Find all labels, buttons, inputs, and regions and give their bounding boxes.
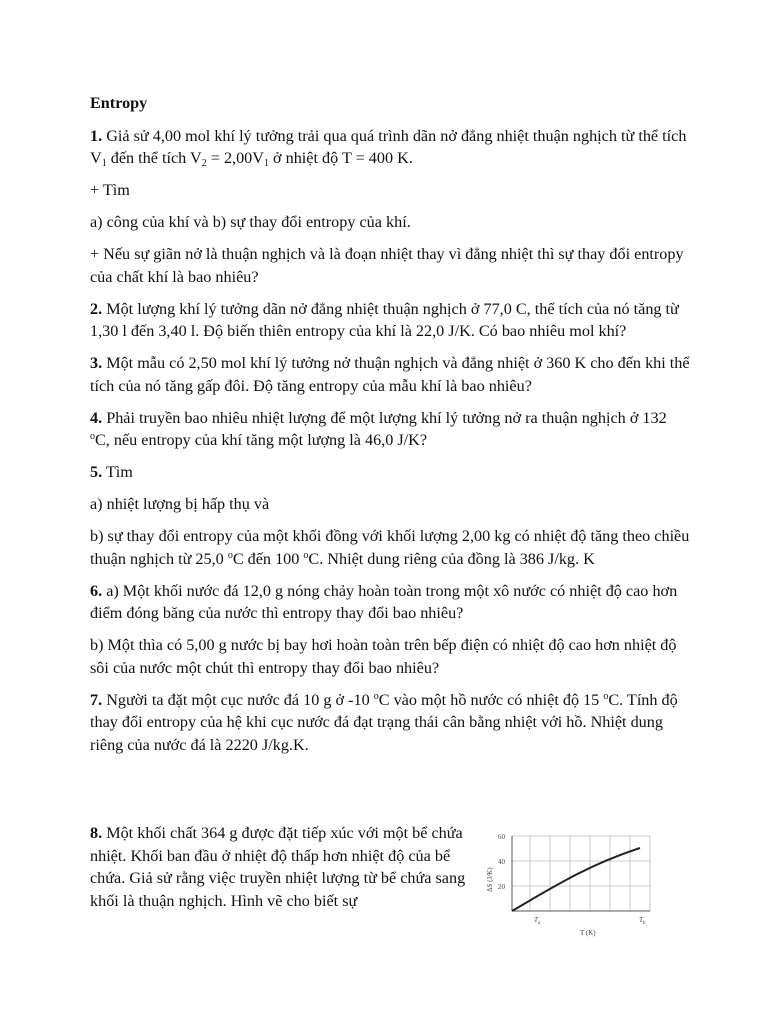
question-1 (90, 125, 690, 170)
y-tick-40: 40 (498, 858, 505, 866)
x-axis-label: T (K) (580, 929, 596, 937)
entropy-figure (486, 826, 660, 946)
q1-sub-1: 1 (101, 158, 107, 169)
q1-find: + Tìm (90, 181, 130, 199)
q5-part-b (90, 525, 690, 570)
q5-b-text-2: C đến 100 (232, 549, 304, 568)
question-4 (90, 407, 690, 452)
question-5 (90, 461, 690, 484)
q3-text: Một mẫu có 2,50 mol khí lý tưởng nở thuận nghịch và đẳng nhiệt ở 360 K cho đến khi thể tích của nó tăng gấp đôi. Độ tăng entropy của mẫu khí là bao nhiêu? (90, 354, 690, 395)
question-number: 2. (90, 299, 103, 318)
q1-part-a: a) công của khí và b) sự thay đổi entropy của khí. (90, 213, 411, 231)
degree-mark: o (90, 431, 95, 442)
q4-text-1: Phải truyền bao nhiêu nhiệt lượng để một lượng khí lý tưởng nở ra thuận nghịch ở 132 (102, 408, 667, 427)
degree-mark: o (303, 549, 309, 561)
y-axis-label: ΔS (J/K) (486, 867, 494, 892)
q1-text-1: Giả sử 4,00 mol khí lý tưởng trải qua quá trình dãn nở đẳng nhiệt thuận nghịch từ thể tích V (90, 126, 687, 167)
question-number: 5. (90, 463, 103, 481)
degree-mark: o (603, 690, 609, 702)
question-2 (90, 298, 690, 343)
question-number: 1. (90, 126, 103, 145)
entropy-graph (486, 826, 660, 946)
q1-sub-2: 2 (201, 158, 207, 169)
q8-text: Một khối chất 364 g được đặt tiếp xúc với một bể chứa nhiệt. Khối ban đầu ở nhiệt độ thấp hơn nhiệt độ của bể chứa. Giả sử rằng việc truyền nhiệt lượng từ bể chứa sang khối là thuận nghịch. Hình vẽ cho biết sự (90, 824, 466, 910)
q5-b-text-1: b) sự thay đổi entropy của một khối đồng với khối lượng 2,00 kg có nhiệt độ tăng theo chiều thuận nghịch từ 25,0 (90, 527, 690, 568)
entropy-curve (512, 848, 640, 911)
degree-mark: o (373, 690, 379, 702)
q1-text-3: = 2,00V (206, 149, 264, 167)
q1-part-b: + Nếu sự giãn nở là thuận nghịch và là đoạn nhiệt thay vì đẳng nhiệt thì sự thay đổi entropy của chất khí là bao nhiêu? (90, 245, 684, 286)
q1-text-2: đến thể tích V (106, 149, 202, 167)
q5-find: Tìm (102, 463, 133, 481)
q6-part-b: b) Một thìa có 5,00 g nước bị bay hơi hoàn toàn trên bếp điện có nhiệt độ cao hơn nhiệt độ sôi của nước một chút thì entropy thay đổi bao nhiêu? (90, 636, 677, 677)
question-number: 4. (90, 408, 103, 427)
q7-text-2: C vào một hồ nước có nhiệt độ 15 (378, 690, 604, 709)
document-body (90, 92, 690, 766)
degree-mark: o (227, 549, 233, 561)
y-tick-20: 20 (498, 883, 505, 891)
question-number: 3. (90, 354, 103, 372)
x-tick-a: $T_a$ (534, 916, 541, 926)
question-8 (90, 822, 480, 912)
question-7 (90, 689, 690, 757)
y-tick-60: 60 (498, 833, 505, 841)
q2-text: Một lượng khí lý tưởng dãn nở đẳng nhiệt thuận nghịch ở 77,0 C, thể tích của nó tăng từ 1,30 l đến 3,40 l. Độ biến thiên entropy của khí là 22,0 J/K. Có bao nhiêu mol khí? (90, 299, 679, 340)
q4-text-2: C, nếu entropy của khí tăng một lượng là 46,0 J/K? (95, 431, 428, 449)
question-number: 7. (90, 690, 103, 709)
question-number: 8. (90, 824, 103, 842)
question-3 (90, 352, 690, 397)
q7-text-1: Người ta đặt một cục nước đá 10 g ở -10 (102, 690, 374, 709)
q1-sub-3: 1 (263, 158, 269, 169)
x-tick-b: $T_b$ (639, 916, 646, 926)
q5-b-text-3: C. Nhiệt dung riêng của đồng là 386 J/kg. K (308, 549, 595, 568)
q6-part-a: a) Một khối nước đá 12,0 g nóng chảy hoàn toàn trong một xô nước có nhiệt độ cao hơn điểm đóng băng của nước thì entropy thay đổi bao nhiêu? (90, 581, 678, 622)
q7-text-3: C. Tính độ thay đổi entropy của hệ khi cục nước đá đạt trạng thái cân bằng nhiệt với hồ. Nhiệt dung riêng của nước đá là 2220 J/kg.K. (90, 690, 678, 754)
question-number: 6. (90, 581, 103, 600)
question-6 (90, 580, 690, 625)
q1-text-4: ở nhiệt độ T = 400 K. (268, 149, 413, 167)
q5-part-a: a) nhiệt lượng bị hấp thụ và (90, 495, 270, 513)
page-title: Entropy (90, 94, 148, 112)
